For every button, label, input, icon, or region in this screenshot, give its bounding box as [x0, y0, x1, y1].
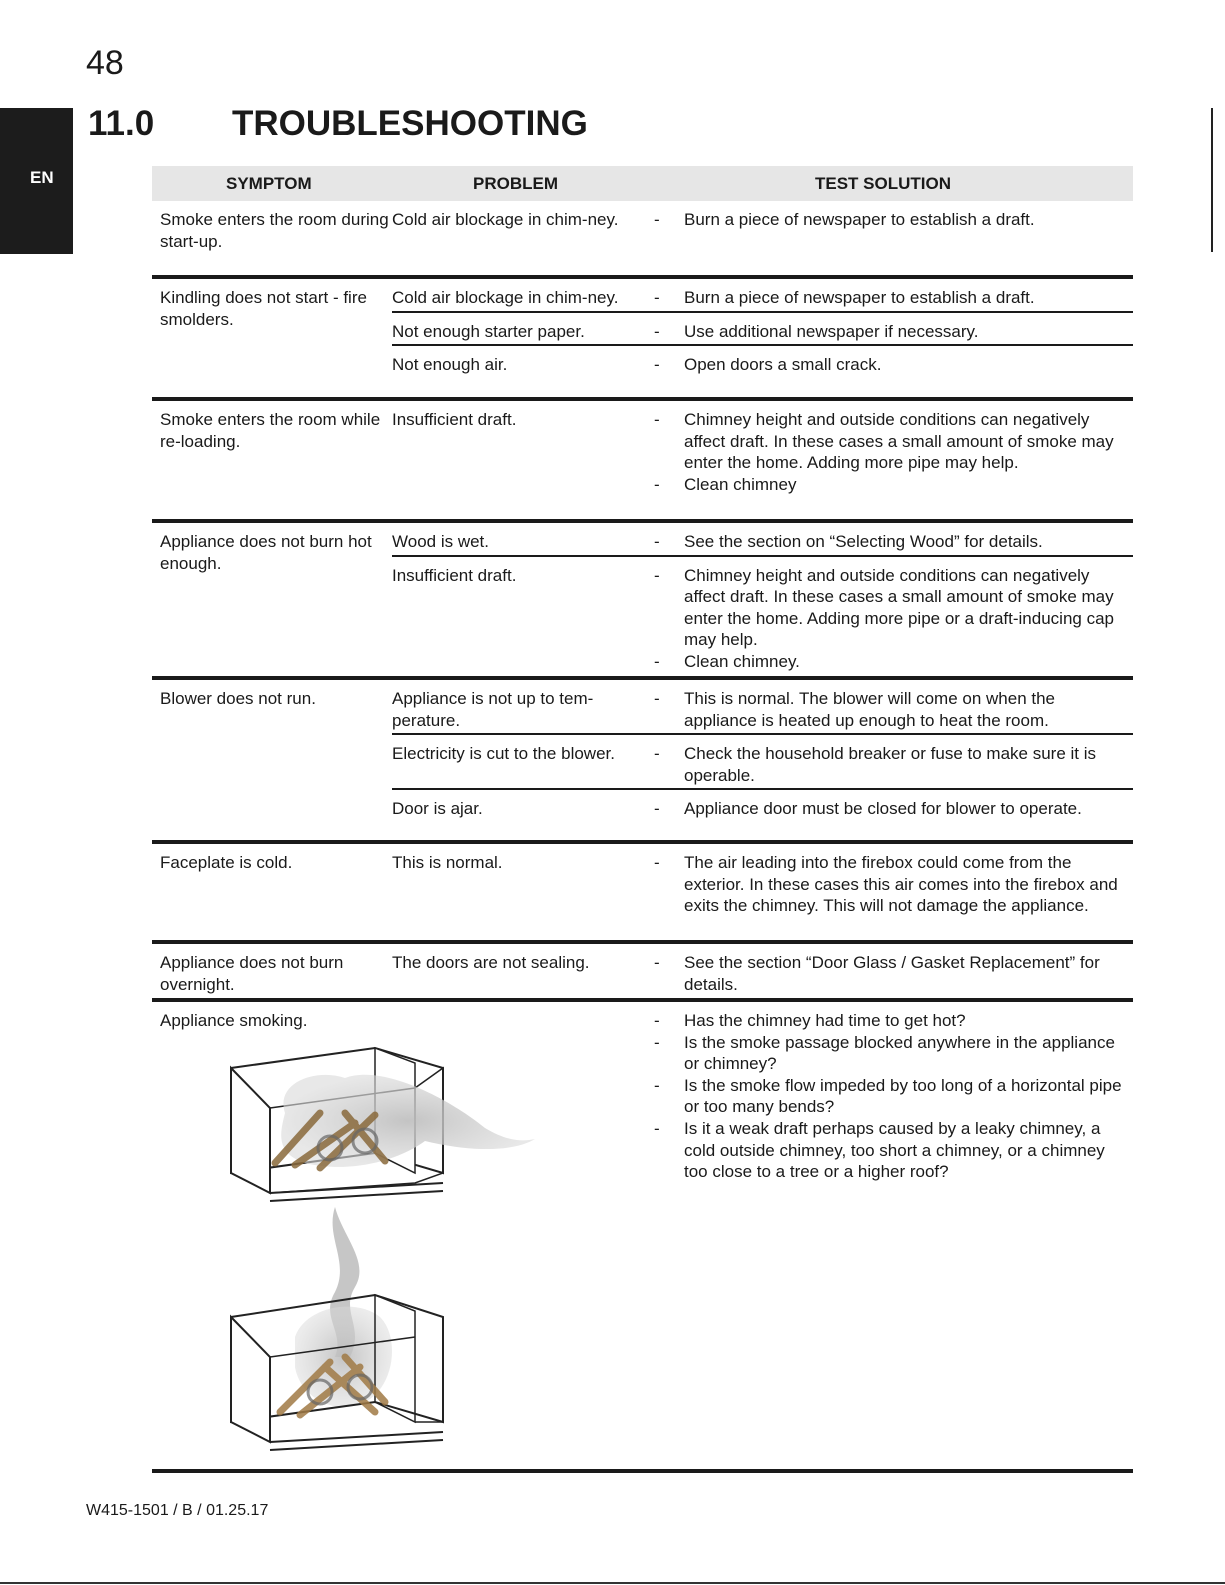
solution-text: Is the smoke passage blocked anywhere in the appliance or chimney? — [684, 1032, 1115, 1074]
symptom-cell: Faceplate is cold. — [160, 853, 293, 872]
problem-cell: Door is ajar. — [392, 799, 483, 819]
solution-item — [644, 651, 1133, 673]
problem-row — [392, 346, 1133, 378]
dash-bullet: - — [654, 1032, 660, 1052]
solution-item — [644, 354, 1133, 376]
solution-item — [644, 409, 1133, 474]
page-bottom-rule — [0, 1582, 1225, 1584]
problem-cell: Cold air blockage in chim-ney. — [392, 288, 619, 307]
solution-item — [644, 798, 1133, 820]
solution-cell — [644, 313, 1133, 345]
solution-cell — [644, 790, 1133, 822]
solution-item — [644, 1032, 1133, 1075]
solution-item — [644, 531, 1133, 553]
problem-cell: Appliance is not up to tem-perature. — [392, 689, 594, 730]
solution-text: Is it a weak draft perhaps caused by a leaky chimney, a cold outside chimney, too short a chimney, or a chimney too close to a tree or a higher roof? — [684, 1118, 1105, 1182]
solution-text: Has the chimney had time to get hot? — [684, 1011, 966, 1030]
problem-solution-group — [392, 401, 1133, 519]
dash-bullet: - — [654, 1011, 660, 1030]
solution-cell — [644, 1002, 1133, 1185]
language-tab — [0, 108, 73, 254]
problem-solution-group — [392, 523, 1133, 676]
problem-cell: Wood is wet. — [392, 532, 490, 551]
solution-text: Burn a piece of newspaper to establish a draft. — [684, 210, 1035, 229]
page-number: 48 — [86, 44, 124, 82]
symptom-cell: Smoke enters the room during start-up. — [160, 210, 389, 251]
problem-cell: Insufficient draft. — [392, 565, 517, 585]
solution-cell — [644, 346, 1133, 378]
solution-item — [644, 688, 1133, 731]
dash-bullet: - — [654, 210, 660, 229]
dash-bullet: - — [654, 1118, 660, 1138]
problem-cell: Not enough starter paper. — [392, 321, 585, 341]
solution-text: Clean chimney — [684, 474, 797, 494]
header-problem: PROBLEM — [473, 174, 558, 193]
solution-text: The air leading into the firebox could come from the exterior. In these cases this air comes into the firebox and exits the chimney. This will not damage the appliance. — [684, 853, 1118, 916]
dash-bullet: - — [654, 355, 660, 375]
symptom-cell: Blower does not run. — [160, 689, 316, 708]
solution-cell — [644, 844, 1133, 919]
problem-solution-group — [392, 201, 1133, 275]
problem-solution-group — [392, 279, 1133, 397]
table-end-rule — [152, 1469, 1133, 1473]
problem-solution-group — [392, 680, 1133, 840]
problem-row — [392, 557, 1133, 675]
solution-cell — [644, 401, 1133, 497]
solution-item — [644, 565, 1133, 651]
solution-cell — [644, 735, 1133, 788]
problem-row — [392, 313, 1133, 347]
solution-item — [644, 474, 1133, 496]
problem-row — [392, 401, 1133, 497]
solution-text: Open doors a small crack. — [684, 355, 882, 375]
solution-text: See the section “Door Glass / Gasket Replacement” for details. — [684, 953, 1100, 994]
solution-text: Use additional newspaper if necessary. — [684, 321, 979, 341]
dash-bullet: - — [654, 853, 660, 872]
dash-bullet: - — [654, 410, 660, 429]
problem-solution-group — [392, 944, 1133, 998]
problem-cell: Cold air blockage in chim-ney. — [392, 210, 619, 229]
solution-text: Check the household breaker or fuse to make sure it is operable. — [684, 744, 1096, 785]
solution-text: Burn a piece of newspaper to establish a draft. — [684, 288, 1035, 307]
solution-text: Is the smoke flow impeded by too long of a horizontal pipe or too many bends? — [684, 1075, 1122, 1117]
solution-text: Chimney height and outside conditions can negatively affect draft. In these cases a small amount of smoke may enter the home. Adding more pipe may help. — [684, 410, 1114, 473]
dash-bullet: - — [654, 744, 660, 764]
dash-bullet: - — [654, 565, 660, 585]
section-number: 11.0 — [88, 104, 155, 143]
table-row — [152, 401, 1133, 523]
solution-cell — [644, 201, 1133, 233]
dash-bullet: - — [654, 532, 660, 551]
firebox-smoke-spill-illustration — [225, 1043, 545, 1208]
problem-cell: Not enough air. — [392, 355, 508, 375]
table-row — [152, 523, 1133, 680]
table-row — [152, 844, 1133, 944]
problem-solution-group — [392, 844, 1133, 940]
dash-bullet: - — [654, 288, 660, 307]
document-footer: W415-1501 / B / 01.25.17 — [86, 1502, 269, 1519]
table-row — [152, 201, 1133, 279]
symptom-cell: Smoke enters the room while re-loading. — [160, 410, 381, 451]
solution-item — [644, 321, 1133, 343]
problem-row — [392, 790, 1133, 822]
problem-row — [392, 944, 1133, 997]
dash-bullet: - — [654, 799, 660, 819]
symptom-cell: Appliance does not burn hot enough. — [160, 532, 372, 573]
solution-text: This is normal. The blower will come on when the appliance is heated up enough to heat the room. — [684, 689, 1056, 730]
solution-cell — [644, 944, 1133, 997]
problem-row — [392, 201, 1133, 233]
problem-cell: Insufficient draft. — [392, 410, 517, 429]
solution-item — [644, 852, 1133, 917]
dash-bullet: - — [654, 1075, 660, 1095]
margin-marker — [1211, 108, 1213, 252]
solution-cell — [644, 680, 1133, 733]
problem-row — [392, 735, 1133, 790]
dash-bullet: - — [654, 689, 660, 708]
problem-row — [392, 523, 1133, 557]
header-test-solution: TEST SOLUTION — [815, 174, 951, 193]
header-symptom: SYMPTOM — [226, 174, 312, 193]
solution-text: Chimney height and outside conditions can negatively affect draft. In these cases a small amount of smoke may enter the home. Adding more pipe or a draft-inducing cap may help. — [684, 565, 1114, 650]
dash-bullet: - — [654, 321, 660, 341]
solution-item — [644, 209, 1133, 231]
solution-item — [644, 1075, 1133, 1118]
solution-text: Appliance door must be closed for blower to operate. — [684, 799, 1082, 819]
problem-row — [392, 680, 1133, 735]
solution-text: Clean chimney. — [684, 651, 800, 671]
solution-text: See the section on “Selecting Wood” for details. — [684, 532, 1043, 551]
symptom-cell: Kindling does not start - fire smolders. — [160, 288, 367, 329]
symptom-cell: Appliance does not burn overnight. — [160, 953, 344, 994]
dash-bullet: - — [654, 474, 660, 494]
section-title: TROUBLESHOOTING — [232, 104, 588, 143]
dash-bullet: - — [654, 953, 660, 972]
solution-item — [644, 743, 1133, 786]
problem-cell: The doors are not sealing. — [392, 953, 590, 972]
solution-cell — [644, 557, 1133, 675]
problem-row — [392, 279, 1133, 313]
solution-cell — [644, 523, 1133, 555]
problem-row — [392, 844, 1133, 919]
solution-item — [644, 1118, 1133, 1183]
solution-item — [644, 1010, 1133, 1032]
table-header — [152, 166, 1133, 201]
problem-cell: Electricity is cut to the blower. — [392, 744, 615, 764]
table-row — [152, 680, 1133, 844]
solution-item — [644, 287, 1133, 309]
firebox-proper-draft-illustration — [225, 1207, 455, 1452]
solution-item — [644, 952, 1133, 995]
table-row — [152, 944, 1133, 1002]
table-row — [152, 279, 1133, 401]
problem-cell: This is normal. — [392, 853, 503, 872]
dash-bullet: - — [654, 651, 660, 671]
symptom-cell: Appliance smoking. — [160, 1011, 308, 1030]
solution-cell — [644, 279, 1133, 311]
language-tab-label: EN — [30, 168, 54, 187]
